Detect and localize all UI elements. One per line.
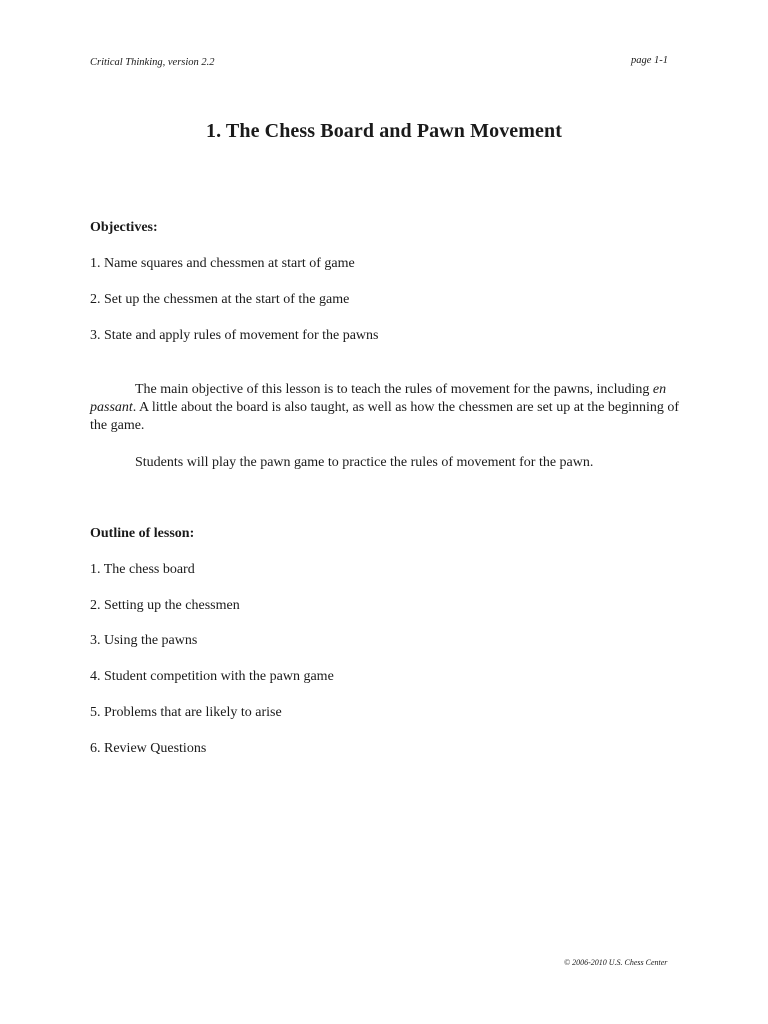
outline-item-2: 2. Setting up the chessmen [90,598,240,613]
outline-item-5: 5. Problems that are likely to arise [90,705,282,720]
objective-item-1: 1. Name squares and chessmen at start of game [90,256,355,271]
header-page-number: page 1-1 [631,55,669,66]
outline-heading: Outline of lesson: [90,526,195,541]
outline-item-3: 3. Using the pawns [90,633,198,648]
en-passant-term: en passant [90,382,667,415]
page-title: 1. The Chess Board and Pawn Movement [205,120,563,142]
objective-item-3: 3. State and apply rules of movement for the pawns [90,328,379,343]
paragraph-text: Students will play the pawn game to practice the rules of movement for the pawn. [135,455,594,470]
paragraph-text-continued: . A little about the board is also taught, as well as how the chessmen are set up at the beginning of the game. [90,400,680,433]
outline-item-6: 6. Review Questions [90,741,207,756]
outline-item-1: 1. The chess board [90,562,195,577]
objectives-heading: Objectives: [90,220,158,235]
header-document-version: Critical Thinking, version 2.2 [90,57,215,68]
body-paragraph-pawn-game [90,454,680,472]
outline-item-4: 4. Student competition with the pawn game [90,669,334,684]
copyright-footer: © 2006-2010 U.S. Chess Center [564,958,668,967]
paragraph-text: The main objective of this lesson is to teach the rules of movement for the pawns, including [135,382,653,397]
objective-item-2: 2. Set up the chessmen at the start of the game [90,292,350,307]
body-paragraph-main-objective [90,381,680,435]
